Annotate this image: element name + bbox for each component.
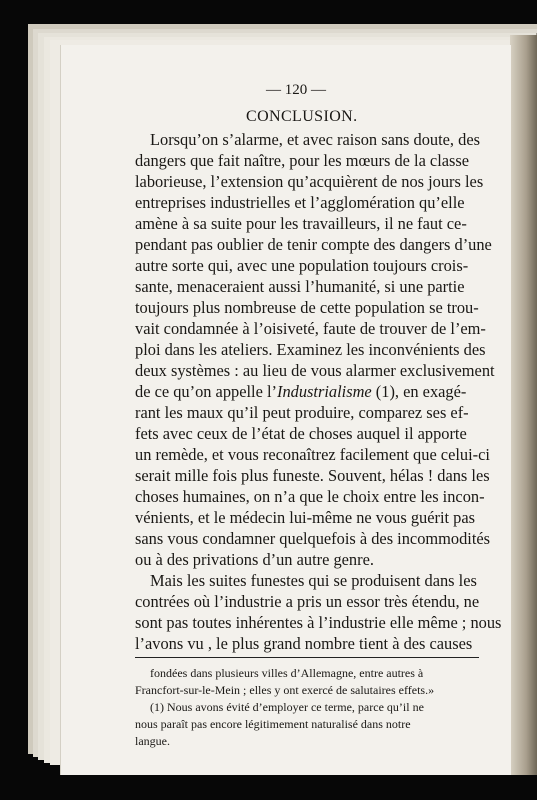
body-line: l’avons vu , le plus grand nombre tient à des causes — [135, 634, 473, 653]
body-line: vénients, et le médecin lui-même ne vous guérit pas — [135, 508, 476, 527]
body-line: sans vous condamner quelquefois à des incommodités — [135, 529, 491, 548]
footnote-line: (1) Nous avons évité d’employer ce terme, parce qu’il ne — [150, 700, 424, 714]
body-line: sante, menaceraient aussi l’humanité, si une partie — [135, 277, 465, 296]
body-line: fets avec ceux de l’état de choses auquel il apporte — [135, 424, 467, 443]
body-line: serait mille fois plus funeste. Souvent, hélas ! dans les — [135, 466, 490, 485]
body-line: toujours plus nombreuse de cette population se trou- — [135, 298, 479, 317]
body-line: contrées où l’industrie a pris un essor très étendu, ne — [135, 592, 480, 611]
body-text: (1), en exagé- — [371, 382, 467, 401]
footnote-line: fondées dans plusieurs villes d’Allemagne, entre autres à — [150, 666, 424, 680]
page-number: — 120 — — [266, 82, 326, 98]
body-line: ploi dans les ateliers. Examinez les inconvénients des — [135, 340, 486, 359]
footnote-line: langue. — [135, 734, 170, 748]
body-line: laborieuse, l’extension qu’acquièrent de nos jours les — [135, 172, 484, 191]
body-line: vait condamnée à l’oisiveté, faute de trouver de l’em- — [135, 319, 486, 338]
body-line: rant les maux qu’il peut produire, comparez ses ef- — [135, 403, 469, 422]
footnote-line: nous paraît pas encore légitimement naturalisé dans notre — [135, 717, 411, 731]
body-line: ou à des privations d’un autre genre. — [135, 550, 374, 569]
body-line: autre sorte qui, avec une population toujours crois- — [135, 256, 469, 275]
footnote-divider — [135, 657, 479, 658]
body-line: amène à sa suite pour les travailleurs, il ne faut ce- — [135, 214, 467, 233]
italic-term: Industrialisme — [277, 382, 372, 401]
body-line: Lorsqu’on s’alarme, et avec raison sans doute, des — [150, 130, 480, 149]
chapter-title: CONCLUSION. — [246, 108, 358, 125]
footnote-line: Francfort-sur-le-Mein ; elles y ont exercé de salutaires effets.» — [135, 683, 435, 697]
body-line: pendant pas oublier de tenir compte des dangers d’une — [135, 235, 492, 254]
body-line: deux systèmes : au lieu de vous alarmer exclusivement — [135, 361, 495, 380]
body-line: dangers que fait naître, pour les mœurs de la classe — [135, 151, 470, 170]
book-spine-shadow — [510, 35, 537, 775]
body-line: sont pas toutes inhérentes à l’industrie elle même ; nous — [135, 613, 502, 632]
body-line: Mais les suites funestes qui se produisent dans les — [150, 571, 477, 590]
body-line: un remède, et vous reconaîtrez facilement que celui-ci — [135, 445, 490, 464]
body-line: choses humaines, on n’a que le choix entre les incon- — [135, 487, 485, 506]
body-text: de ce qu’on appelle l’ — [135, 382, 277, 401]
body-line: entreprises industrielles et l’agglomération qu’elle — [135, 193, 465, 212]
body-line-with-italic — [135, 381, 466, 402]
